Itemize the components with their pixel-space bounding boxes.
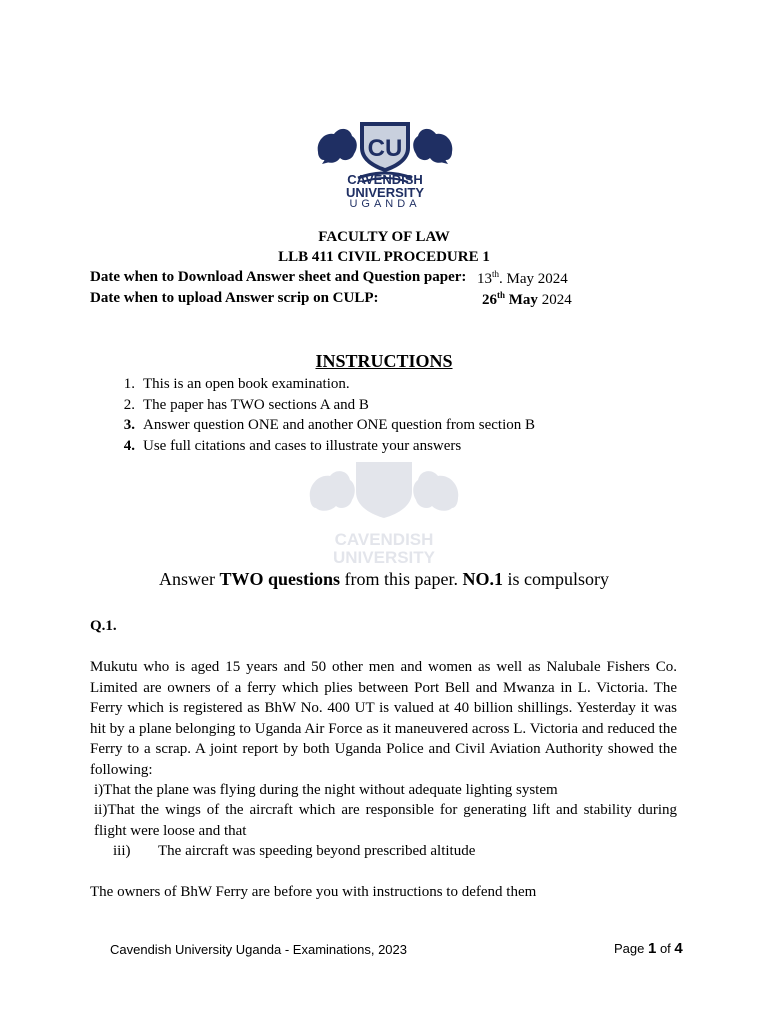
download-date-label: Date when to Download Answer sheet and Question paper: [90, 269, 467, 285]
footer-page-number: Page 1 of 4 [614, 940, 683, 957]
question-point-1: i)That the plane was flying during the night without adequate lighting system [94, 782, 558, 798]
question-closing: The owners of BhW Ferry are before you with instructions to defend them [90, 884, 537, 900]
footer-exam-label: Cavendish University Uganda - Examinations, 2023 [110, 942, 407, 957]
watermark-text-university: UNIVERSITY [332, 548, 436, 567]
answer-instruction: Answer TWO questions from this paper. NO.1 is compulsory [158, 569, 610, 589]
instruction-item: 4. Use full citations and cases to illustrate your answers [123, 437, 462, 454]
watermark-text-cavendish: CAVENDISH [334, 530, 434, 549]
logo-text-cavendish: CAVENDISH [347, 172, 423, 187]
question-point-3-num: iii) [113, 843, 131, 859]
logo-text-university: UNIVERSITY [345, 185, 424, 200]
upload-date-row [90, 290, 379, 307]
download-date-row [90, 269, 466, 286]
logo-text-uganda: UGANDA [349, 198, 421, 210]
download-date-value: 13th. May 2024 [477, 269, 568, 287]
question-point-3-text: The aircraft was speeding beyond prescribed altitude [158, 843, 476, 859]
upload-date-value: 26th May 2024 [482, 290, 572, 308]
instruction-item: 2. The paper has TWO sections A and B [123, 396, 369, 413]
question-label: Q.1. [90, 618, 117, 634]
instruction-item: 3. Answer question ONE and another ONE question from section B [123, 417, 536, 433]
instruction-item: 1. This is an open book examination. [123, 376, 350, 392]
upload-date-label: Date when to upload Answer scrip on CULP: [90, 290, 379, 306]
instructions-title: INSTRUCTIONS [315, 351, 453, 371]
svg-text:CU: CU [367, 135, 403, 162]
question-point-2: ii)That the wings of the aircraft which are responsible for generating lift and stability during flight were loose and that [94, 802, 677, 839]
question-paragraph: Mukutu who is aged 15 years and 50 other men and women as well as Nalubale Fishers Co. Limited are owners of a ferry which plies between Port Bell and Mwanza in L. Victoria. The Ferry which is registered as BhW No. 400 UT is valued at 40 billion shillings. Yesterday it was hit by a plane belonging to Uganda Air Force as it maneuvered across L. Victoria and reduced the Ferry to a scrap. A joint report by both Uganda Police and Civil Aviation Authority showed the following: [90, 659, 677, 778]
faculty-title: FACULTY OF LAW [318, 229, 450, 245]
course-title: LLB 411 CIVIL PROCEDURE 1 [278, 249, 490, 265]
